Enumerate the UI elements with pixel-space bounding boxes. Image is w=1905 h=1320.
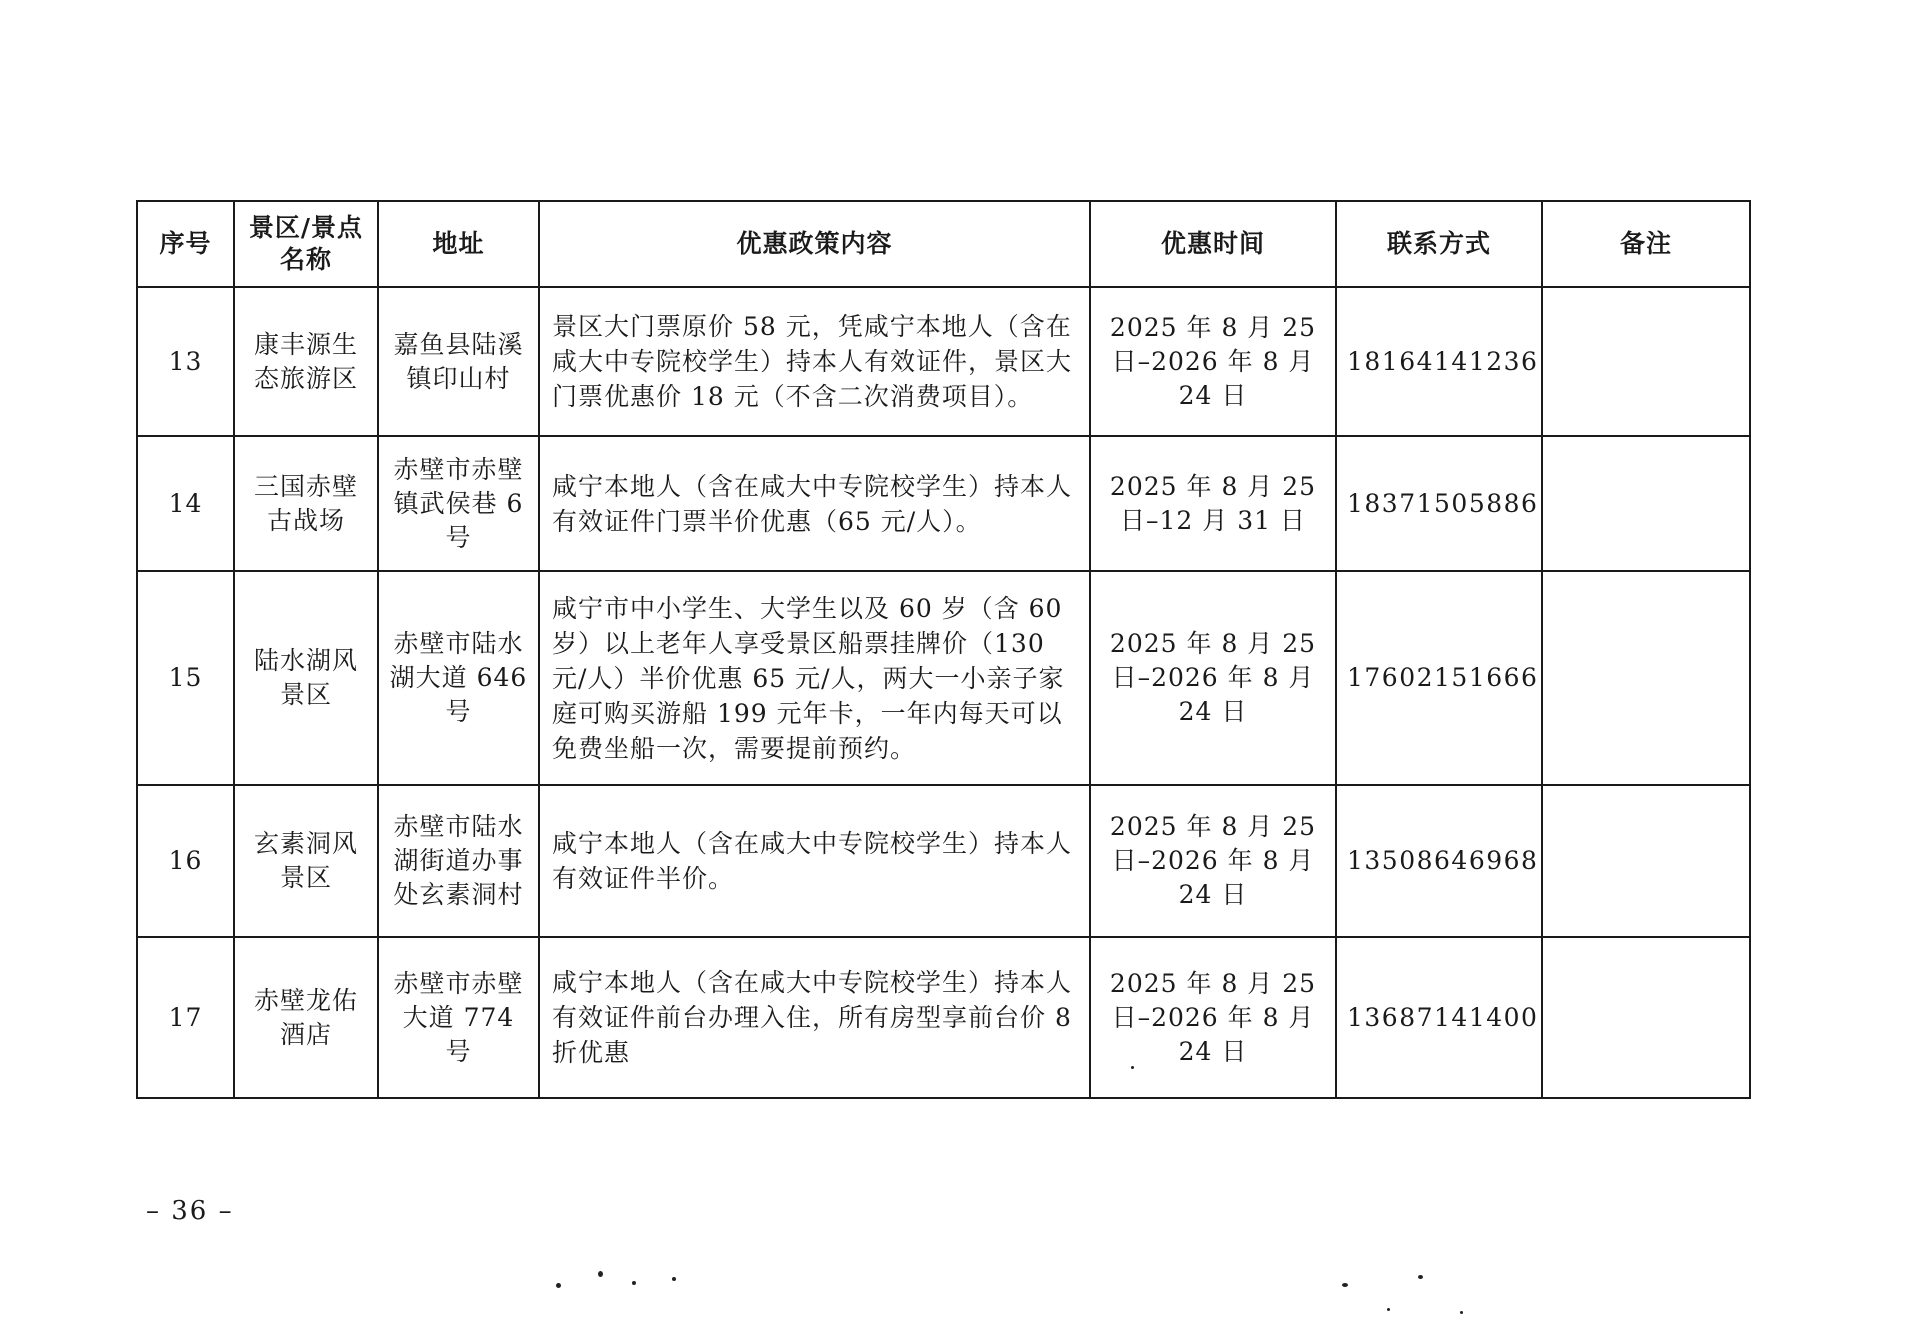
- cell-period: 2025 年 8 月 25 日–2026 年 8 月 24 日: [1090, 937, 1336, 1098]
- cell-contact: 18371505886: [1336, 436, 1542, 571]
- cell-address: 赤壁市陆水湖街道办事处玄素洞村: [378, 785, 539, 937]
- cell-index: 13: [137, 287, 234, 436]
- discount-policy-table: [136, 200, 1751, 1099]
- table-row: [137, 436, 1750, 571]
- cell-scenic-name: 康丰源生态旅游区: [234, 287, 378, 436]
- table-row: [137, 287, 1750, 436]
- cell-address: 赤壁市陆水湖大道 646 号: [378, 571, 539, 785]
- cell-contact: 13508646968: [1336, 785, 1542, 937]
- cell-period: 2025 年 8 月 25 日–12 月 31 日: [1090, 436, 1336, 571]
- cell-index: 16: [137, 785, 234, 937]
- cell-policy: 咸宁市中小学生、大学生以及 60 岁（含 60 岁）以上老年人享受景区船票挂牌价（130 元/人）半价优惠 65 元/人，两大一小亲子家庭可购买游船 199 元年卡，一年内每天可以免费坐船一次，需要提前预约。: [539, 571, 1090, 785]
- cell-scenic-name: 三国赤壁古战场: [234, 436, 378, 571]
- cell-policy: 咸宁本地人（含在咸大中专院校学生）持本人有效证件前台办理入住，所有房型享前台价 8 折优惠: [539, 937, 1090, 1098]
- scan-speck: [598, 1271, 603, 1277]
- header-address: 地址: [378, 201, 539, 287]
- header-period: 优惠时间: [1090, 201, 1336, 287]
- cell-scenic-name: 赤壁龙佑酒店: [234, 937, 378, 1098]
- cell-period: 2025 年 8 月 25 日–2026 年 8 月 24 日: [1090, 287, 1336, 436]
- cell-address: 赤壁市赤壁镇武侯巷 6 号: [378, 436, 539, 571]
- cell-contact: 18164141236: [1336, 287, 1542, 436]
- table-row: [137, 937, 1750, 1098]
- cell-address: 嘉鱼县陆溪镇印山村: [378, 287, 539, 436]
- cell-remarks: [1542, 571, 1750, 785]
- scan-speck: [1418, 1275, 1423, 1279]
- cell-contact: 13687141400: [1336, 937, 1542, 1098]
- header-contact: 联系方式: [1336, 201, 1542, 287]
- cell-address: 赤壁市赤壁大道 774 号: [378, 937, 539, 1098]
- cell-period: 2025 年 8 月 25 日–2026 年 8 月 24 日: [1090, 571, 1336, 785]
- cell-scenic-name: 陆水湖风景区: [234, 571, 378, 785]
- table-row: [137, 785, 1750, 937]
- cell-index: 15: [137, 571, 234, 785]
- scan-speck: [1342, 1283, 1348, 1287]
- cell-remarks: [1542, 436, 1750, 571]
- scan-speck: [1387, 1308, 1390, 1311]
- cell-policy: 咸宁本地人（含在咸大中专院校学生）持本人有效证件半价。: [539, 785, 1090, 937]
- scan-speck: [672, 1277, 676, 1281]
- cell-scenic-name: 玄素洞风景区: [234, 785, 378, 937]
- scan-speck: [632, 1281, 636, 1285]
- header-remarks: 备注: [1542, 201, 1750, 287]
- cell-remarks: [1542, 785, 1750, 937]
- header-index: 序号: [137, 201, 234, 287]
- header-policy: 优惠政策内容: [539, 201, 1090, 287]
- cell-remarks: [1542, 287, 1750, 436]
- table-row: [137, 571, 1750, 785]
- cell-period: 2025 年 8 月 25 日–2026 年 8 月 24 日: [1090, 785, 1336, 937]
- cell-policy: 景区大门票原价 58 元，凭咸宁本地人（含在咸大中专院校学生）持本人有效证件，景区大门票优惠价 18 元（不含二次消费项目）。: [539, 287, 1090, 436]
- scan-speck: [1460, 1311, 1463, 1314]
- page-number: – 36 –: [146, 1196, 234, 1226]
- cell-index: 14: [137, 436, 234, 571]
- scan-speck: [1131, 1066, 1134, 1069]
- cell-contact: 17602151666: [1336, 571, 1542, 785]
- cell-policy: 咸宁本地人（含在咸大中专院校学生）持本人有效证件门票半价优惠（65 元/人）。: [539, 436, 1090, 571]
- table-header-row: [137, 201, 1750, 287]
- scan-speck: [556, 1283, 561, 1288]
- header-scenic-name: 景区/景点名称: [234, 201, 378, 287]
- cell-remarks: [1542, 937, 1750, 1098]
- cell-index: 17: [137, 937, 234, 1098]
